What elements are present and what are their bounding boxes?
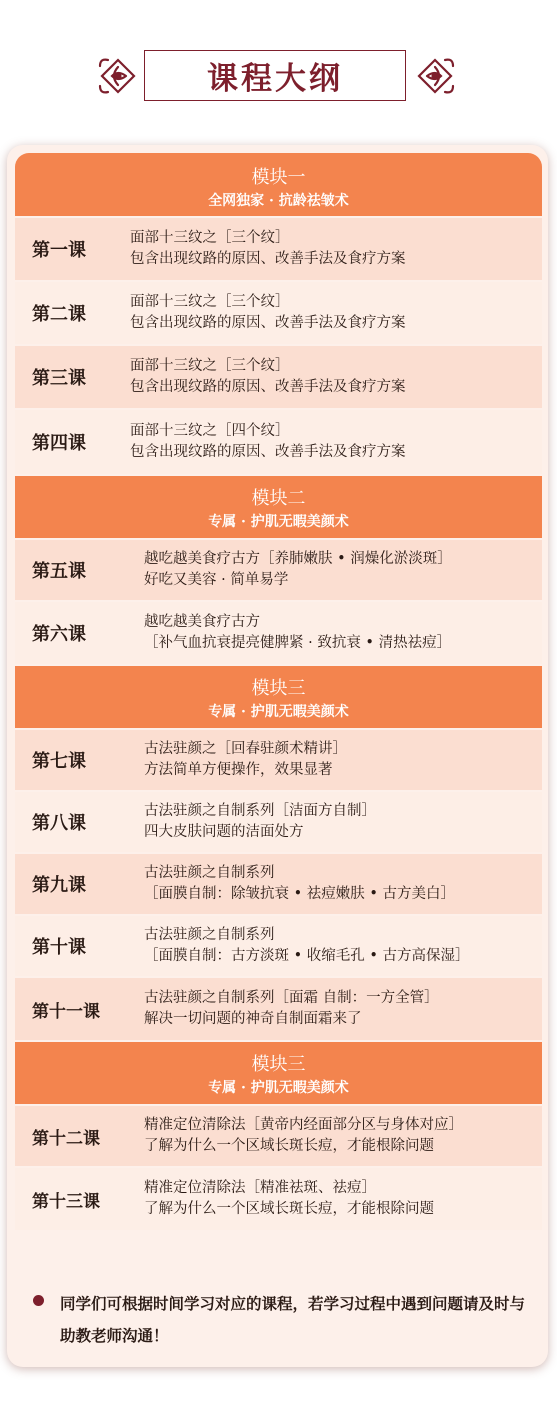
- lesson-row[interactable]: [15, 282, 542, 344]
- lesson-name: 第十一课: [32, 1001, 100, 1022]
- module-title: 模块三: [251, 678, 306, 699]
- lesson-topic: 越吃越美食疗古方［养肺嫩肤 • 润燥化淤淡斑］: [144, 551, 452, 567]
- lesson-description: 包含出现纹路的原因、改善手法及食疗方案: [130, 379, 406, 395]
- lesson-name: 第十二课: [32, 1128, 100, 1149]
- lesson-name: 第十三课: [32, 1191, 100, 1212]
- lesson-description: 了解为什么一个区域长斑长痘，才能根除问题: [144, 1201, 434, 1217]
- lesson-row[interactable]: [15, 410, 542, 474]
- lesson-name: 第六课: [32, 624, 86, 645]
- lesson-description: 解决一切问题的神奇自制面霜来了: [144, 1011, 362, 1027]
- lesson-name: 第二课: [32, 304, 86, 325]
- lesson-row[interactable]: [15, 1168, 542, 1230]
- lesson-topic: 面部十三纹之［三个纹］: [130, 358, 290, 374]
- header: [0, 0, 557, 130]
- module-header: [15, 666, 542, 728]
- lesson-topic: 古法驻颜之自制系列［洁面方自制］: [144, 803, 376, 819]
- lesson-topic: 面部十三纹之［四个纹］: [130, 423, 290, 439]
- lesson-row[interactable]: [15, 1106, 542, 1166]
- module-subtitle: 全网独家 · 抗龄祛皱术: [208, 193, 349, 209]
- lesson-description: 包含出现纹路的原因、改善手法及食疗方案: [130, 251, 406, 267]
- lesson-row[interactable]: [15, 916, 542, 976]
- lesson-row[interactable]: [15, 602, 542, 664]
- lesson-description: 包含出现纹路的原因、改善手法及食疗方案: [130, 315, 406, 331]
- lesson-topic: 面部十三纹之［三个纹］: [130, 230, 290, 246]
- module-header: [15, 153, 542, 216]
- lesson-description: 了解为什么一个区域长斑长痘，才能根除问题: [144, 1138, 434, 1154]
- module-subtitle: 专属 · 护肌无暇美颜术: [208, 704, 349, 720]
- lesson-row[interactable]: [15, 792, 542, 852]
- lesson-row[interactable]: [15, 854, 542, 914]
- lesson-description: ［面膜自制：除皱抗衰 • 祛痘嫩肤 • 古方美白］: [144, 886, 456, 902]
- lesson-row[interactable]: [15, 978, 542, 1040]
- lesson-name: 第九课: [32, 875, 86, 896]
- lesson-name: 第八课: [32, 813, 86, 834]
- lesson-description: 四大皮肤问题的洁面处方: [144, 824, 304, 840]
- lesson-name: 第一课: [32, 240, 86, 261]
- scroll-ornament-left-icon: [96, 50, 136, 102]
- lesson-topic: 越吃越美食疗古方: [144, 614, 260, 630]
- module-title: 模块一: [251, 167, 306, 188]
- lesson-name: 第四课: [32, 433, 86, 454]
- lesson-name: 第五课: [32, 561, 86, 582]
- module-title: 模块三: [251, 1054, 306, 1075]
- module-title: 模块二: [251, 488, 306, 509]
- lesson-topic: 古法驻颜之自制系列［面霜 自制：一方全管］: [144, 990, 439, 1006]
- module-subtitle: 专属 · 护肌无暇美颜术: [208, 1080, 349, 1096]
- lesson-row[interactable]: [15, 218, 542, 280]
- lesson-name: 第三课: [32, 368, 86, 389]
- lesson-topic: 古法驻颜之［回春驻颜术精讲］: [144, 741, 347, 757]
- lesson-description: 方法简单方便操作，效果显著: [144, 762, 333, 778]
- lesson-description: 好吃又美容 · 简单易学: [144, 572, 289, 588]
- module-subtitle: 专属 · 护肌无暇美颜术: [208, 514, 349, 530]
- page-title: 课程大纲: [144, 50, 406, 101]
- lesson-description: ［补气血抗衰提亮健脾紧 · 致抗衰 • 清热祛痘］: [144, 635, 452, 651]
- lesson-row[interactable]: [15, 540, 542, 600]
- module-header: [15, 1042, 542, 1104]
- lesson-description: 包含出现纹路的原因、改善手法及食疗方案: [130, 444, 406, 460]
- lesson-description: ［面膜自制：古方淡斑 • 收缩毛孔 • 古方高保湿］: [144, 948, 470, 964]
- lesson-name: 第七课: [32, 751, 86, 772]
- lesson-topic: 精准定位清除法［精准祛斑、祛痘］: [144, 1180, 376, 1196]
- lesson-topic: 精准定位清除法［黄帝内经面部分区与身体对应］: [144, 1117, 463, 1133]
- lesson-topic: 古法驻颜之自制系列: [144, 927, 275, 943]
- module-header: [15, 476, 542, 538]
- bullet-dot-icon: [33, 1295, 44, 1306]
- lesson-topic: 面部十三纹之［三个纹］: [130, 294, 290, 310]
- lesson-name: 第十课: [32, 937, 86, 958]
- study-note: 同学们可根据时间学习对应的课程，若学习过程中遇到问题请及时与助教老师沟通！: [60, 1294, 526, 1345]
- lesson-row[interactable]: [15, 730, 542, 790]
- scroll-ornament-right-icon: [417, 50, 457, 102]
- lesson-row[interactable]: [15, 346, 542, 408]
- lesson-topic: 古法驻颜之自制系列: [144, 865, 275, 881]
